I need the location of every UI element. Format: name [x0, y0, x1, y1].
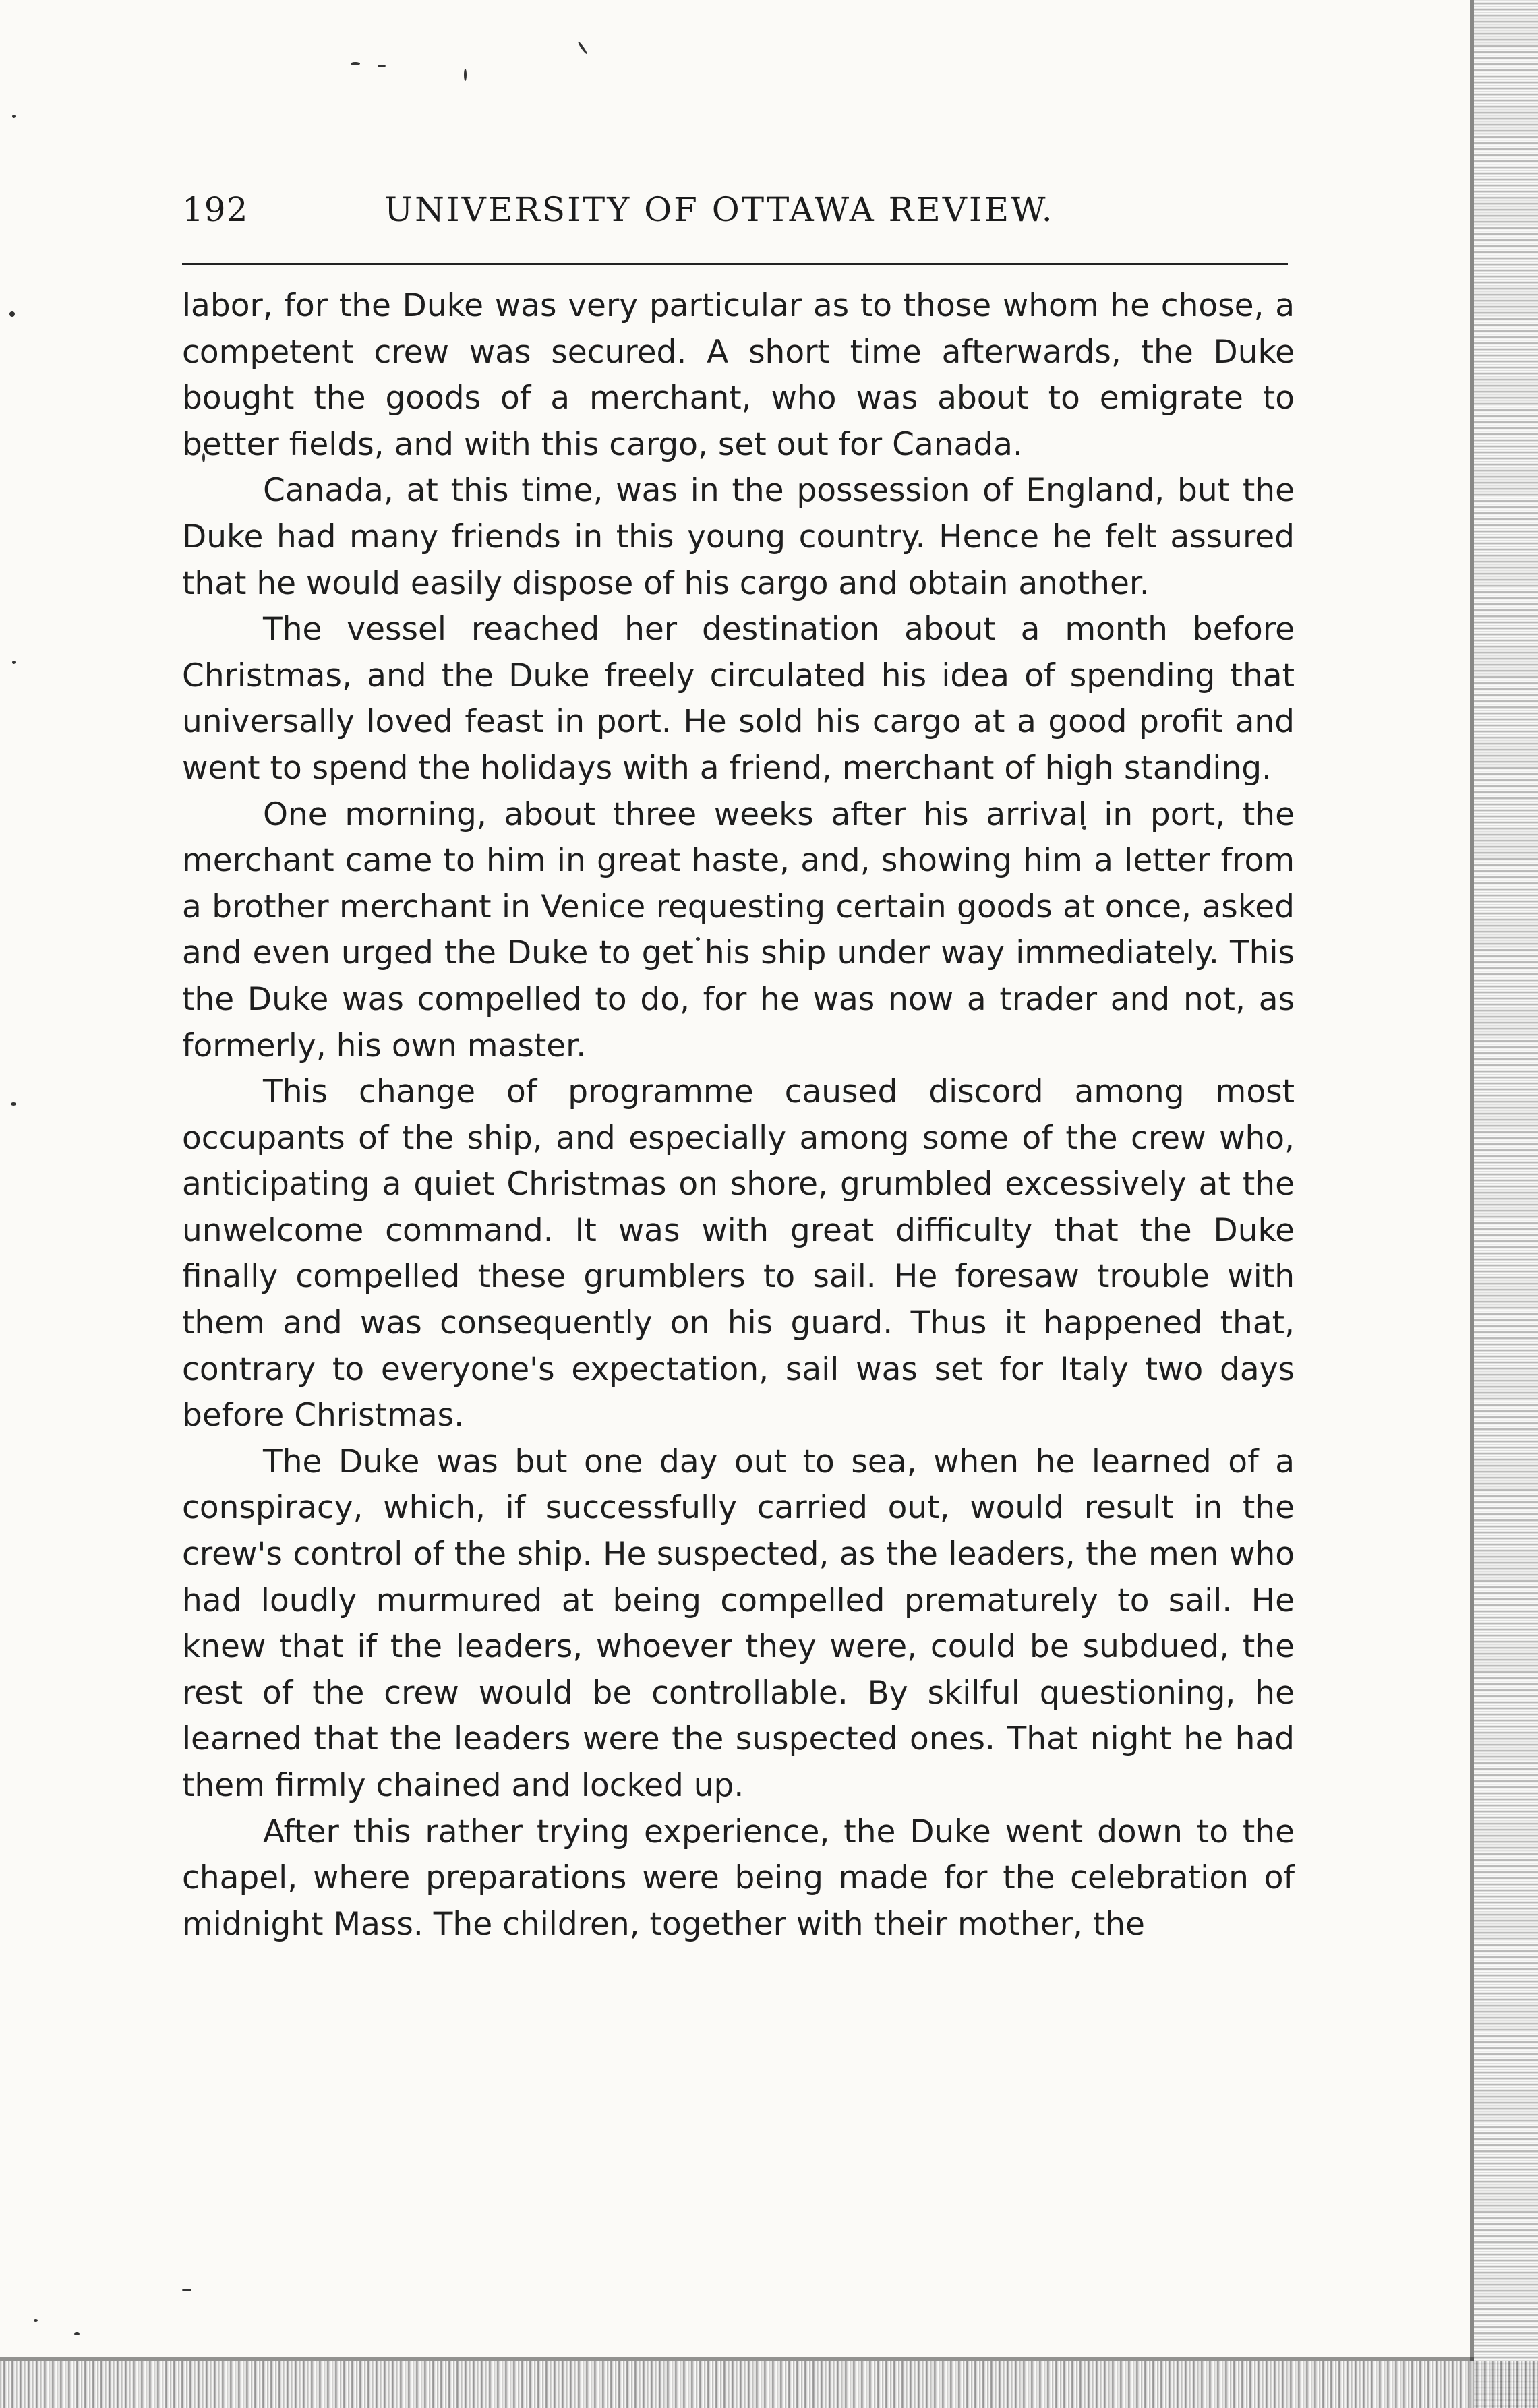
scan-speck: [12, 115, 16, 118]
scan-speck: [577, 41, 588, 55]
scan-speck: [464, 69, 467, 81]
scan-speck: [378, 65, 386, 67]
scan-speck: [11, 1102, 16, 1106]
scan-speck: [12, 661, 16, 664]
paragraph: labor, for the Duke was very particular as to those whom he chose, a competent crew was secured. A short time afterwards, the Duke bought the goods of a merchant, who was about to emigrate to better fields, and with this cargo, set out for Canada.: [182, 287, 1295, 463]
scan-speck: [351, 62, 360, 65]
page-number: 192: [182, 190, 249, 229]
scan-speck: [182, 2289, 191, 2291]
page-header: [182, 190, 1288, 258]
header-rule: [182, 263, 1288, 265]
scan-speck: [34, 2319, 38, 2322]
scan-right-edge: [1474, 0, 1538, 2408]
paragraph: Canada, at this time, was in the possession of England, but the Duke had many friends in this young country. Hence he felt assured that he would easily dispose of his cargo and obtain another.: [182, 472, 1295, 602]
scan-speck: [74, 2332, 80, 2335]
scan-bottom-edge: [0, 2361, 1538, 2408]
scan-speck: [9, 311, 15, 317]
paragraph: The Duke was but one day out to sea, when he learned of a conspiracy, which, if successfully carried out, would result in the crew's control of the ship. He suspected, as the leaders, the men who had loudly murmured at being compelled prematurely to sail. He knew that if the leaders, whoever they were, could be subdued, the rest of the crew would be controllable. By skilful questioning, he learned that the leaders were the suspected ones. That night he had them firmly chained and locked up.: [182, 1443, 1295, 1804]
scan-right-edge-line: [1470, 0, 1474, 2408]
paragraph: One morning, about three weeks after his arrival in port, the merchant came to him in great haste, and, showing him a letter from a brother merchant in Venice requesting certain goods at once, asked and even urged the Duke to get his ship under way immediately. This the Duke was compelled to do, for he was now a trader and not, as formerly, his own master.: [182, 795, 1295, 1064]
paragraph: The vessel reached her destination about a month before Christmas, and the Duke freely circulated his idea of spending that universally loved feast in port. He sold his cargo at a good profit and went to spend the holidays with a friend, merchant of high standing.: [182, 611, 1295, 787]
body-text: [182, 283, 1295, 1948]
paragraph: This change of programme caused discord among most occupants of the ship, and especially among some of the crew who, anticipating a quiet Christmas on shore, grumbled excessively at the unwelcome command. It was with great difficulty that the Duke finally compelled these grumblers to sail. He foresaw trouble with them and was consequently on his guard. Thus it happened that, contrary to everyone's expectation, sail was set for Italy two days before Christmas.: [182, 1073, 1295, 1435]
running-title: UNIVERSITY OF OTTAWA REVIEW.: [384, 190, 1055, 229]
paragraph: After this rather trying experience, the Duke went down to the chapel, where preparations were being made for the celebration of midnight Mass. The children, together with their mother, the: [182, 1813, 1295, 1943]
